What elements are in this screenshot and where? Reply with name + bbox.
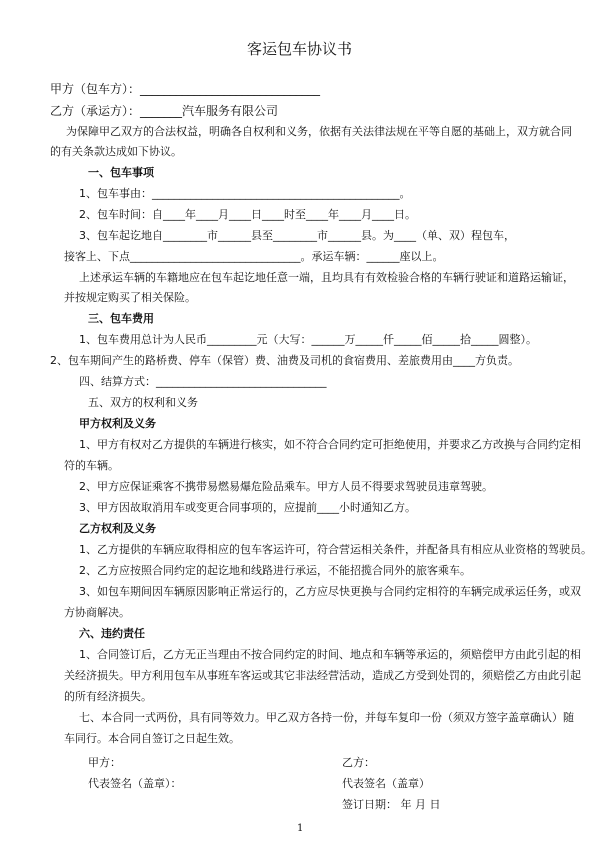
signature-rep-b: 代表签名（盖章）: [342, 777, 430, 790]
party-b-item-2: 2、乙方应按照合同约定的起讫地和线路进行承运，不能招揽合同外的旅客乘车。: [79, 564, 471, 577]
party-a-item-3: 3、甲方因故取消用车或变更合同事项的，应提前____小时通知乙方。: [79, 501, 416, 514]
section-5-heading: 五、双方的权利和义务: [88, 396, 198, 409]
section-1-note-a: 上述承运车辆的车籍地应在包车起讫地任意一端，且均具有有效检验合格的车辆行驶证和道路运输证，: [79, 271, 574, 284]
signature-rep-a: 代表签名（盖章）：: [88, 777, 182, 790]
intro-line-1: 为保障甲乙双方的合法权益，明确各自权利和义务，依据有关法律法规在平等自愿的基础上，双方就合同: [66, 125, 572, 138]
section-7-line-b: 车同行。本合同自签订之日起生效。: [64, 732, 240, 745]
party-b-item-3a: 3、如包车期间因车辆原因影响正常运行的，乙方应尽快更换与合同约定相符的车辆完成承运任务，或双: [79, 585, 581, 598]
signature-party-a: 甲方：: [88, 756, 121, 769]
section-4-item: 四、结算方式：_______________________________: [79, 375, 327, 388]
party-b-item-1: 1、乙方提供的车辆应取得相应的包车客运许可，符合营运相关条件，并配备具有相应从业资格的驾驶员。: [79, 543, 592, 556]
intro-line-2: 的有关条款达成如下协议。: [50, 145, 182, 158]
signature-date: 签订日期： 年 月 日: [342, 798, 441, 811]
section-1-item-3a: 3、包车起讫地自________市______县至________市______县。为____（单、双）程包车，: [79, 229, 515, 242]
document-title: 客运包车协议书: [247, 40, 353, 58]
party-a-line: 甲方（包车方）：______________________________: [50, 82, 321, 96]
section-6-heading: 六、违约责任: [79, 627, 145, 640]
section-3-item-2: 2、包车期间产生的路桥费、停车（保管）费、油费及司机的食宿费用、差旅费用由____方负责。: [50, 354, 519, 367]
party-a-item-1b: 符的车辆。: [64, 459, 119, 472]
section-1-item-1: 1、包车事由：_____________________________________________。: [79, 187, 411, 200]
section-6-item-1b: 关经济损失。甲方利用包车从事班车客运或其它非法经营活动，造成乙方受到处罚的，须赔偿乙方由此引起: [64, 669, 581, 682]
page-number: 1: [297, 823, 304, 834]
section-7-line-a: 七、本合同一式两份，具有同等效力。甲乙双方各持一份，并每车复印一份（须双方签字盖章确认）随: [79, 711, 574, 724]
section-3-heading: 三、包车费用: [88, 312, 154, 325]
section-3-item-1: 1、包车费用总计为人民币_________元（大写：______万_____仟_____佰_____拾_____圆整）。: [79, 333, 537, 346]
section-6-item-1a: 1、合同签订后，乙方无正当理由不按合同约定的时间、地点和车辆等承运的，须赔偿甲方由此引起的相: [79, 648, 581, 661]
section-6-item-1c: 的所有经济损失。: [64, 690, 152, 703]
section-1-note-b: 并按规定购买了相关保险。: [64, 291, 196, 304]
section-1-item-2: 2、包车时间：自____年____月____日____时至____年____月____日。: [79, 208, 416, 221]
party-b-line: 乙方（承运方）：_______汽车服务有限公司: [50, 104, 279, 118]
party-a-item-1a: 1、甲方有权对乙方提供的车辆进行核实，如不符合合同约定可拒绝使用，并要求乙方改换与合同约定相: [79, 438, 581, 451]
section-1-heading: 一、包车事项: [88, 166, 154, 179]
party-b-item-3b: 方协商解决。: [64, 606, 130, 619]
signature-party-b: 乙方：: [342, 756, 375, 769]
party-b-rights-heading: 乙方权利及义务: [79, 522, 156, 535]
party-a-item-2: 2、甲方应保证乘客不携带易燃易爆危险品乘车。甲方人员不得要求驾驶员违章驾驶。: [79, 480, 493, 493]
party-a-rights-heading: 甲方权利及义务: [79, 417, 156, 430]
section-1-item-3b: 接客上、下点_______________________________。承运车辆：______座以上。: [64, 250, 444, 263]
